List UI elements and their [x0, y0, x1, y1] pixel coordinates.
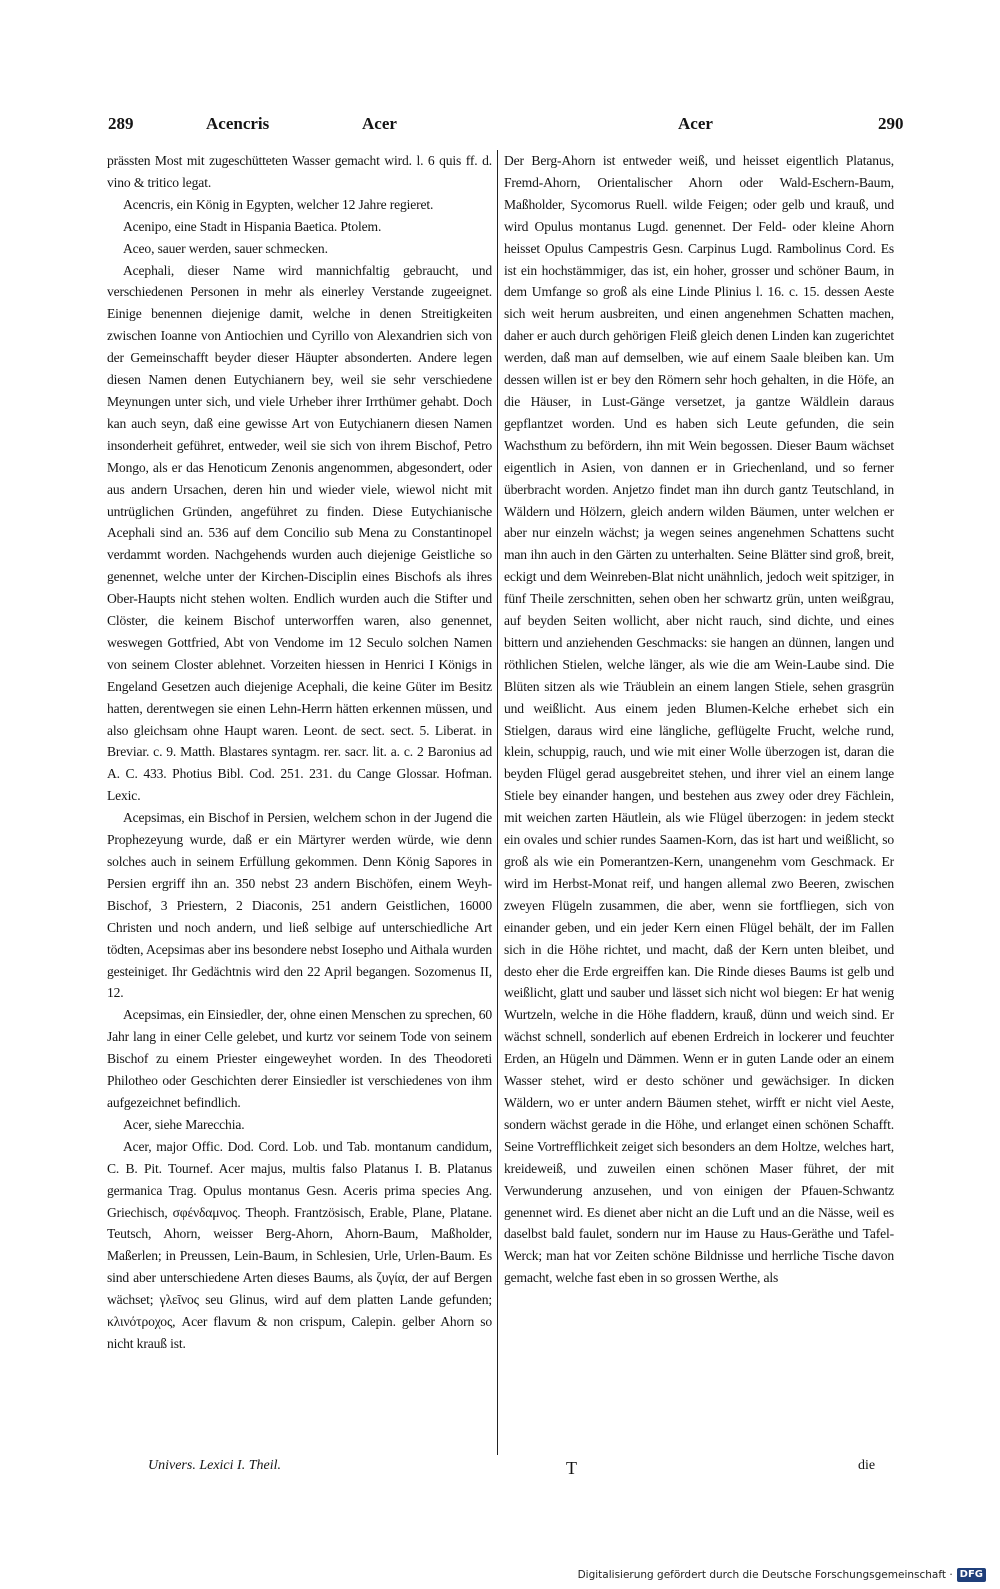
signature-line: Univers. Lexici I. Theil.: [148, 1458, 281, 1473]
entry-text: Der Berg-Ahorn ist entweder weiß, und heisset eigentlich Platanus, Fremd-Ahorn, Orientalischer Ahorn oder Wald-Eschern-Baum, Maßholder, Sycomorus Ruell. wilde Feigen; oder gelb und krauß, und wird Opulus montanus Lugd. genennet. Der Feld- oder kleine Ahorn heisset Opulus Campestris Gesn. Carpinus Lugd. Rambolinus Cord. Es ist ein hochstämmiger, das ist, ein hoher, grosser und schöner Baum, in dem Umfange so groß als eine Linde Plinius l. 16. c. 15. dessen Aeste sich weit herum ausbreiten, und einen angenehmen Schatten machen, daher er auch durch gehörigen Fleiß gleich denen Linden kan zugerichtet werden, daß man auf demselben, wie auf einem Saale bleiben kan. Um dessen willen ist er bey den Römern sehr hoch gehalten, in die Höfe, an die Häuser, in Lust-Gänge versetzet, ja gantze Wäldlein daraus gepflantzet worden. Und es haben sich Leute gefunden, die sein Wachsthum zu befördern, ihn mit Wein begossen. Dieser Baum wächset eigentlich in Asien, von dannen er in Griechenland, und so ferner überbracht worden. Anjetzo findet man ihn durch gantz Teutschland, in Wäldern und Hölzern, gleich andern wilden Bäumen, unter welchen er aber nur einzeln wächst; ja wegen seines angenehmen Schattens sucht man ihn auch in den Gärten zu unterhalten. Seine Blätter sind groß, breit, eckigt und dem Weinreben-Blat nicht unähnlich, jedoch weit spitziger, in fünf Theile zerschnitten, sehen oben her schwartz grün, unten weißgrau, auf beyden Seiten wollicht, aber nicht rauch, sind dichte, und eines bittern und anziehenden Geschmacks: sie hangen an dünnen, langen und röthlichen Stielen, welche länger, als wie die am Wein-Laube sind. Die Blüten sitzen als wie Träublein an einem langen Stiele, sehen grasgrün und weißlicht. Aus einem jeden Blumen-Kelche erhebet sich ein Stielgen, daraus wird eine längliche, geflügelte Frucht, welche rund, klein, schuppig, rauch, und wie mit einer Wolle überzogen ist, daran die beyden Flügel gerad ausgebreitet stehen, und ihrer viel an einem lange Stiele bey einander hangen, und bestehen aus zwey oder drey Fächlein, mit weichen zarten Häutlein, als wie Flügel überzogen: in jedem steckt ein ovales und schier rundes Saamen-Korn, das ist hart und weißlicht, so groß als wie ein Pomerantzen-Kern, unangenehm vom Geschmack. Er wird im Herbst-Monat reif, und hangen allemal zwo Beeren, zwischen zweyen Flügeln zusammen, die aber, wenn sie fortfliegen, sich von einander geben, und ein jeder Kern einen Flügel behält, der im Fallen sich in die Höhe richtet, und macht, daß der Kern unten bleibet, und desto eher die Erde ergreiffen kan. Die Rinde dieses Baums ist gelb und weißlicht, glatt und sauber und lässet sich nicht wol biegen: Er hat wenig Wurtzeln, welche in die Höhe fladdern, krauß, dünn und weich sind. Er wächst schnell, sonderlich auf ebenen Erdreich in lockerer und feuchter Erden, an Hügeln und Dämmen. Wenn er in guten Lande oder an einem Wasser stehet, wird er desto schöner und gewächsiger. In dicken Wäldern, wo er unter andern Bäumen stehet, wirfft er nicht viel Aeste, sondern wächst gerade in die Höhe, und erlanget einen schönen Schafft. Seine Vortrefflichkeit zeiget sich besonders an dem Holtze, welches hart, kreideweiß, und zuweilen einen schönen Maser führet, der mit Verwunderung anzusehen, und von einigen der Pfauen-Schwantz genennet wird. Es dienet aber nicht an die Luft und an die Nässe, weil es daselbst bald faulet, sondern nur im Hause zu Haus-Geräthe und Tafel-Werck; man hat vor Zeiten schöne Bildnisse und herrliche Tische davon gemacht, welche fast eben in so grossen Werthe, als: [504, 153, 894, 1286]
entry-text: Acephali, dieser Name wird mannichfaltig gebraucht, und verschiedenen Personen in mehr als einerley Verstande zugeeignet. Einige benennen diejenige damit, welche in denen Streitigkeiten zwischen Ioanne von Antiochien und Cyrillo von Alexandrien sich von der Gemeinschafft beyder dieser Häupter absonderten. Andere legen diesen Namen denen Eutychianern bey, weil sie sehr verschiedene Meynungen unter sich, und viele Urheber ihrer Irrthümer gehabt. Doch kan auch seyn, daß eine gewisse Art von Eutychianern diesen Namen insonderheit geführet, entweder, weil sie sich von ihrem Bischof, Petro Mongo, als er das Henoticum Zenonis angenommen, abgesondert, oder aus andern Ursachen, deren hin und wieder viele, wiewol nicht mit untrüglichen Gründen, angeführet zu finden. Diese Eutychianische Acephali sind an. 536 auf dem Concilio sub Mena zu Constantinopel verdammt worden. Nachgehends wurden auch diejenige Geistliche so genennet, welche unter der Kirchen-Disciplin eines Bischofs als ihres Ober-Haupts nicht stehen wolten. Endlich wurden auch die Stifter und Clöster, die keinem Bischof unterworffen waren, also genennet, weswegen Gottfried, Abt von Vendome im 12 Seculo solchen Namen von seinem Closter ablehnet. Vorzeiten hiessen in Henrici I Königs in Engeland Gesetzen auch diejenige Acephali, die keine Güter im Besitz hatten, derentwegen sie einen Lehn-Herrn hätten erkennen müssen, und also gleichsam ohne Haupt waren. Leont. de sect. sect. 5. Liberat. in Breviar. c. 9. Matth. Blastares syntagm. rer. sacr. lit. a. c. 2 Baronius ad A. C. 433. Photius Bibl. Cod. 251. 231. du Cange Glossar. Hofman. Lexic.: [107, 262, 492, 804]
page-number-right: 290: [878, 114, 904, 133]
entry-text: Acer, major Offic. Dod. Cord. Lob. und Tab. montanum candidum, C. B. Pit. Tournef. Acer majus, multis falso Platanus I. B. Platanus germanica Trag. Opulus montanus Gesn. Aceris prima species Ang. Griechisch, σφένδαμνος. Theoph. Frantzösisch, Erable, Plane, Platane. Teutsch, Ahorn, weisser Berg-Ahorn, Ahorn-Baum, Maßholder, Maßerlen; in Preussen, Lein-Baum, in Schlesien, Urle, Urlen-Baum. Es sind aber unterschiedene Arten dieses Baums, als ζυγία, der auf Bergen wächset; γλεῖνος seu Glinus, wird auf dem platten Lande gefunden; κλινότροχος, Acer flavum & non crispum, Calepin. gelber Ahorn so nicht krauß ist.: [107, 1138, 492, 1351]
entry-text: Acepsimas, ein Einsiedler, der, ohne einen Menschen zu sprechen, 60 Jahr lang in einer Celle gelebet, und kurtz vor seinem Tode von seinem Bischof zu einem Priester eingeweyhet worden. In des Theodoreti Philotheo oder Geschichten derer Einsiedler ist verschiedenes von ihm aufgezeichnet befindlich.: [107, 1007, 492, 1110]
footer-text: Digitalisierung gefördert durch die Deutsche Forschungsgemeinschaft ·: [577, 1569, 953, 1581]
column-divider: [497, 150, 498, 1455]
right-column: [504, 150, 894, 1289]
left-column: [107, 150, 492, 1355]
head-word-right: Acer: [678, 114, 713, 133]
catchword: die: [858, 1458, 876, 1473]
entry-text: Acenipo, eine Stadt in Hispania Baetica. Ptolem.: [123, 218, 382, 234]
digitization-footer: [578, 1566, 986, 1584]
signature-mark: T: [566, 1458, 577, 1478]
head-word-left-1: Acencris: [206, 114, 270, 133]
page-number-left: 289: [108, 114, 134, 133]
head-word-left-2: Acer: [362, 114, 397, 133]
entry-text: Acer, siehe Marecchia.: [123, 1116, 245, 1132]
entry-text: Aceo, sauer werden, sauer schmecken.: [123, 240, 328, 256]
running-header: [108, 114, 908, 140]
entry-text: Acencris, ein König in Egypten, welcher 12 Jahre regieret.: [123, 196, 434, 212]
entry-text: prässten Most mit zugeschütteten Wasser gemacht wird. l. 6 quis ff. d. vino & tritico legat.: [107, 153, 492, 190]
dfg-logo-icon: DFG: [957, 1568, 986, 1582]
entry-text: Acepsimas, ein Bischof in Persien, welchem schon in der Jugend die Prophezeyung wurde, daß er ein Märtyrer werden würde, wie denn solches auch in seinem Erfüllung gekommen. Denn König Sapores in Persien ergriff ihn an. 350 nebst 23 andern Bischöfen, einem Weyh-Bischof, 3 Priestern, 2 Diaconis, 251 andern Geistlichen, 16000 Christen und noch andern, und ließ selbige auf unterschiedliche Art tödten, Acepsimas aber ins besondere nebst Iosepho und Aithala wurden gesteiniget. Ihr Gedächtnis wird den 22 April begangen. Sozomenus II, 12.: [107, 810, 492, 1001]
